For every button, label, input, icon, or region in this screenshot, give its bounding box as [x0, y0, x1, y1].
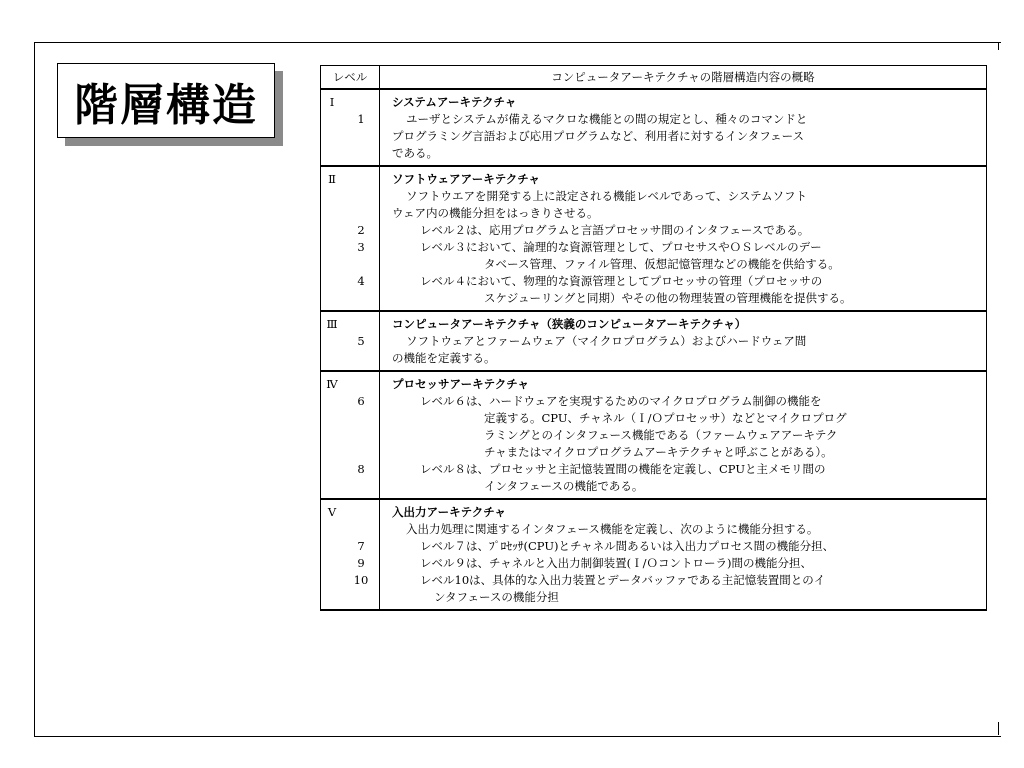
section-roman-numeral: Ⅲ — [321, 311, 344, 333]
description-line: ンタフェースの機能分担 — [434, 590, 559, 604]
summary-column-header: コンピュータアーキテクチャの階層構造内容の概略 — [380, 66, 987, 90]
table-row — [321, 521, 987, 538]
description-line: タベース管理、ファイル管理、仮想記憶管理などの機能を供給する。 — [484, 257, 840, 271]
section-5-heading-row — [321, 499, 987, 521]
description-line: ラミングとのインタフェース機能である（ファームウェアアーキテク — [484, 428, 838, 442]
description-line: ソフトウェアとファームウェア（マイクロプログラム）およびハードウェア間 — [406, 334, 807, 348]
description-line: レベル６は、ハードウェアを実現するためのマイクロプログラム制御の機能を — [420, 394, 822, 408]
section-roman-numeral: Ⅴ — [321, 499, 344, 521]
frame-edge-bottom-right — [998, 722, 999, 735]
section-roman-numeral: Ⅰ — [321, 89, 344, 111]
section-heading: プロセッサアーキテクチャ — [380, 371, 987, 393]
section-heading: コンピュータアーキテクチャ（狭義のコンピュータアーキテクチャ） — [380, 311, 987, 333]
description-line: レベル８は、プロセッサと主記憶装置間の機能を定義し、CPUと主メモリ間の — [420, 462, 826, 476]
level-number: 1 — [343, 111, 380, 166]
table-row — [321, 393, 987, 461]
level-column-header: レベル — [321, 66, 380, 90]
description-line: である。 — [392, 146, 438, 160]
level-number: 2 — [343, 222, 380, 239]
description-line: の機能を定義する。 — [392, 351, 496, 365]
level-number: 7 — [343, 538, 380, 555]
page-title: 階層構造 — [57, 63, 275, 138]
table-row — [321, 333, 987, 371]
level-number: 5 — [343, 333, 380, 371]
section-4-heading-row — [321, 371, 987, 393]
section-roman-numeral: Ⅳ — [321, 371, 344, 393]
description-line: レベル３において、論理的な資源管理として、プロセサスやＯＳレベルのデー — [420, 240, 822, 254]
description-line: レベル７は、ﾌﾟﾛｾｯｻ(CPU)とチャネル間あるいは入出力プロセス間の機能分担、 — [420, 539, 835, 553]
description-line: レベル４において、物理的な資源管理としてプロセッサの管理（プロセッサの — [420, 274, 823, 288]
description-line: チャまたはマイクロプログラムアーキテクチャと呼ぶことがある）。 — [484, 445, 833, 459]
description-line: インタフェースの機能である。 — [484, 479, 644, 493]
intro-line: ウェア内の機能分担をはっきりさせる。 — [392, 206, 599, 220]
description-line: レベル10は、具体的な入出力装置とデータバッファである主記憶装置間とのイ — [420, 573, 826, 587]
level-number: 10 — [343, 572, 380, 610]
description-line: プログラミング言語および応用プログラムなど、利用者に対するインタフェース — [392, 129, 805, 143]
table-row — [321, 222, 987, 239]
table-header-row — [321, 66, 987, 90]
level-number: 6 — [343, 393, 380, 461]
hierarchy-table — [320, 65, 987, 611]
intro-line: 入出力処理に関連するインタフェース機能を定義し、次のように機能分担する。 — [406, 522, 819, 536]
description-line: 定義する。CPU、チャネル（Ｉ/Ｏプロセッサ）などとマイクロプログ — [484, 411, 847, 425]
level-number: 9 — [343, 555, 380, 572]
level-number: 8 — [343, 461, 380, 499]
level-number: 3 — [343, 239, 380, 273]
intro-line: ソフトウエアを開発する上に設定される機能レベルであって、システムソフト — [406, 189, 808, 203]
table-row — [321, 538, 987, 555]
description-line: スケジューリングと同期）やその他の物理装置の管理機能を提供する。 — [484, 291, 852, 305]
section-3-heading-row — [321, 311, 987, 333]
description-line: レベル２は、応用プログラムと言語プロセッサ間のインタフェースである。 — [420, 223, 810, 237]
section-heading: 入出力アーキテクチャ — [380, 499, 987, 521]
table-row — [321, 111, 987, 166]
table-row — [321, 461, 987, 499]
section-heading: システムアーキテクチャ — [380, 89, 987, 111]
section-heading: ソフトウェアアーキテクチャ — [380, 166, 987, 188]
section-1-heading-row — [321, 89, 987, 111]
table-row — [321, 555, 987, 572]
section-roman-numeral: Ⅱ — [321, 166, 344, 188]
section-2-heading-row — [321, 166, 987, 188]
table-row — [321, 572, 987, 610]
table-row — [321, 239, 987, 273]
table-row — [321, 273, 987, 311]
description-line: ユーザとシステムが備えるマクロな機能との間の規定とし、種々のコマンドと — [406, 112, 808, 126]
description-line: レベル９は、チャネルと入出力制御装置(Ｉ/Ｏコントローラ)間の機能分担、 — [420, 556, 812, 570]
frame-edge-top-right — [998, 42, 999, 50]
table-row — [321, 188, 987, 222]
level-number: 4 — [343, 273, 380, 311]
